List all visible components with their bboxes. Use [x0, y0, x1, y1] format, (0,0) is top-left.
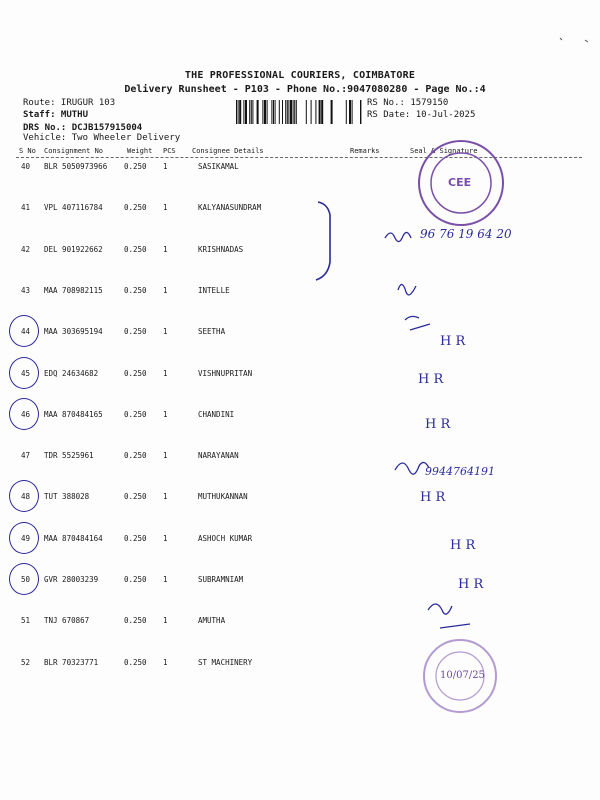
- row-weight: 0.250: [124, 616, 147, 626]
- row-consignee: ST MACHINERY: [198, 657, 253, 667]
- staff-label: Staff: MUTHU: [23, 110, 89, 120]
- row-consignment: EDQ 24634682: [44, 368, 99, 378]
- col-remarks: Remarks: [350, 147, 380, 155]
- col-pcs: PCS: [163, 147, 176, 155]
- row-consignee: KALYANASUNDRAM: [198, 203, 262, 213]
- handwritten-phone: 96 76 19 64 20: [420, 227, 512, 241]
- row-pcs: 1: [163, 244, 168, 254]
- row-sno: 43: [21, 285, 31, 295]
- row-pcs: 1: [163, 575, 168, 584]
- rs-no-label: RS No.: 1579150: [367, 98, 449, 108]
- col-consignment: Consignment No: [44, 147, 104, 155]
- stamp-text: CEE: [448, 176, 472, 189]
- hr-mark-50: H R: [458, 577, 484, 592]
- row-sno: 45: [21, 368, 31, 378]
- row-pcs: 1: [163, 492, 168, 502]
- hr-mark-45: H R: [418, 372, 444, 387]
- row-consignee: KRISHNADAS: [198, 244, 244, 254]
- row-consignment: BLR 5050973966: [44, 162, 108, 171]
- row-consignee: SASIKAMAL: [198, 162, 239, 171]
- row-weight: 0.250: [124, 203, 147, 213]
- row-consignment: DEL 901922662: [44, 244, 103, 254]
- row-consignee: CHANDINI: [198, 409, 235, 419]
- row-consignment: MAA 870484164: [44, 533, 103, 543]
- row-consignee: INTELLE: [198, 285, 230, 295]
- row-consignee: MUTHUKANNAN: [198, 492, 248, 502]
- row-pcs: 1: [163, 203, 168, 213]
- row-pcs: 1: [163, 451, 168, 461]
- row-pcs: 1: [163, 285, 168, 295]
- row-weight: 0.250: [124, 533, 147, 543]
- row-weight: 0.250: [124, 575, 147, 584]
- row-weight: 0.250: [124, 162, 147, 171]
- row-consignment: TDR 5525961: [44, 451, 94, 461]
- col-consignee: Consignee Details: [192, 147, 264, 155]
- row-consignment: MAA 708982115: [44, 285, 103, 295]
- row-weight: 0.250: [124, 244, 147, 254]
- row-sno: 50: [21, 575, 31, 584]
- row-sno: 46: [21, 409, 31, 419]
- col-weight: Weight: [127, 147, 153, 155]
- row-weight: 0.250: [124, 409, 147, 419]
- row-pcs: 1: [163, 327, 168, 337]
- row-sno: 41: [21, 203, 31, 213]
- row-weight: 0.250: [124, 285, 147, 295]
- col-sno: S No: [19, 147, 36, 155]
- row-consignee: SEETHA: [198, 327, 226, 337]
- row-consignment: MAA 870484165: [44, 409, 103, 419]
- row-sno: 47: [21, 451, 31, 461]
- row-pcs: 1: [163, 409, 168, 419]
- row-weight: 0.250: [124, 451, 147, 461]
- runsheet-subtitle: Delivery Runsheet - P103 - Phone No.:9047080280 - Page No.:4: [124, 84, 486, 95]
- row-consignment: TUT 388028: [44, 492, 90, 502]
- row-consignee: AMUTHA: [198, 616, 226, 626]
- row-pcs: 1: [163, 162, 168, 171]
- row-consignee: VISHNUPRITAN: [198, 368, 253, 378]
- row-weight: 0.250: [124, 657, 147, 667]
- row-consignment: GVR 28003239: [44, 575, 99, 584]
- rs-date-label: RS Date: 10-Jul-2025: [367, 110, 476, 120]
- hr-mark-46: H R: [425, 417, 451, 432]
- col-seal-signature: Seal & Signature: [410, 147, 478, 155]
- hr-mark-48: H R: [420, 490, 446, 505]
- row-sno: 48: [21, 492, 31, 502]
- vehicle-label: Vehicle: Two Wheeler Delivery: [23, 133, 181, 143]
- row-sno: 40: [21, 162, 31, 171]
- row-sno: 44: [21, 327, 31, 337]
- row-sno: 52: [21, 657, 31, 667]
- stamp-date-mark: 10/07/25: [440, 670, 485, 681]
- row-consignment: TNJ 670867: [44, 616, 90, 626]
- row-consignee: SUBRAMNIAM: [198, 575, 244, 584]
- route-label: Route: IRUGUR 103: [23, 98, 116, 108]
- drs-label: DRS No.: DCJB157915004: [23, 123, 143, 133]
- row-pcs: 1: [163, 533, 168, 543]
- row-weight: 0.250: [124, 492, 147, 502]
- row-weight: 0.250: [124, 368, 147, 378]
- row-sno: 51: [21, 616, 31, 626]
- row-pcs: 1: [163, 368, 168, 378]
- hr-mark-49: H R: [450, 538, 476, 553]
- row-sno: 49: [21, 533, 31, 543]
- row-consignment: MAA 303695194: [44, 327, 103, 337]
- row-weight: 0.250: [124, 327, 147, 337]
- row-consignee: ASHOCH KUMAR: [198, 533, 253, 543]
- row-consignee: NARAYANAN: [198, 451, 239, 461]
- company-title: THE PROFESSIONAL COURIERS, COIMBATORE: [184, 70, 416, 81]
- row-consignment: BLR 70323771: [44, 657, 99, 667]
- hr-mark-44: H R: [440, 334, 466, 349]
- row-consignment: VPL 407116784: [44, 203, 103, 213]
- handwritten-mobile: 9944764191: [425, 465, 495, 478]
- row-sno: 42: [21, 244, 31, 254]
- row-pcs: 1: [163, 657, 168, 667]
- row-pcs: 1: [163, 616, 168, 626]
